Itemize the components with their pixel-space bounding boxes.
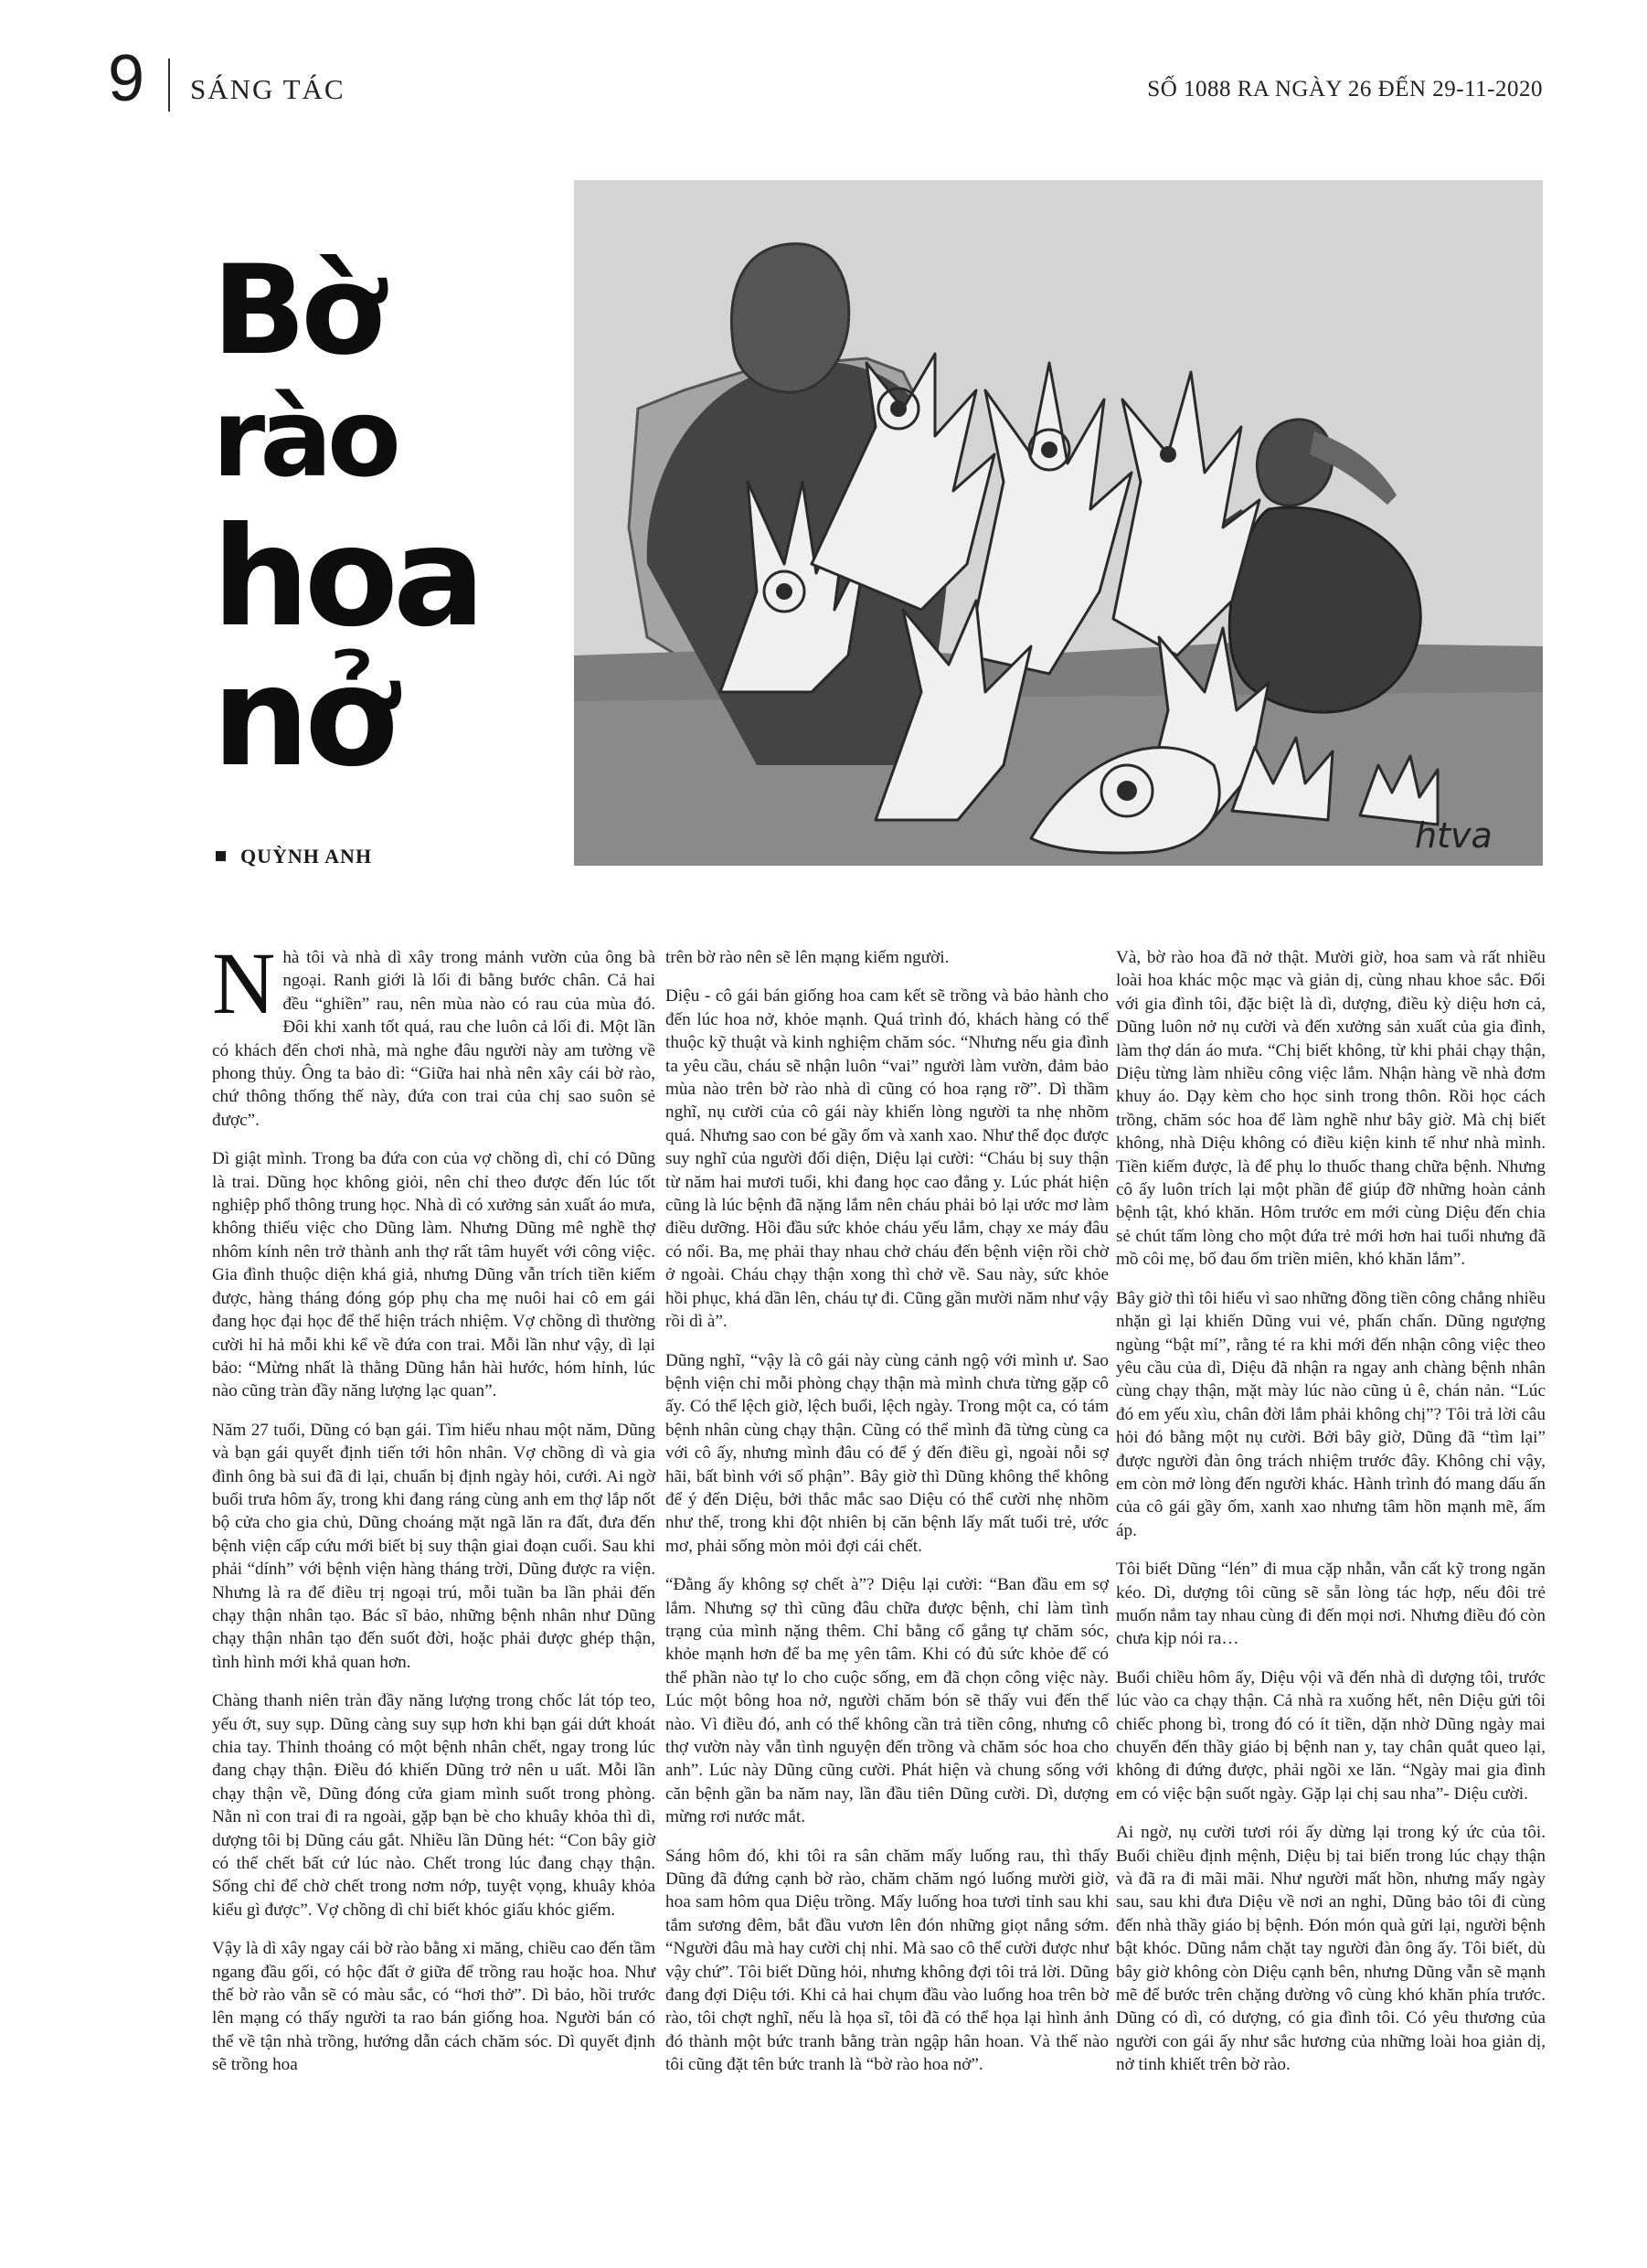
article-column-1 [212, 934, 655, 2092]
paragraph: Vậy là dì xây ngay cái bờ rào bằng xi măng, chiều cao đến tầm ngang đầu gối, có hộc đất ở giữa để trồng rau hoặc hoa. Như thế bờ rào vẫn sẽ có màu sắc, có “hơi thở”. Dì bảo, hồi trước lên mạng có thấy người ta rao bán giống hoa. Người bán có thể về tận nhà trồng, hướng dẫn cách chăm sóc. Dì quyết định sẽ trồng hoa [212, 1939, 655, 2075]
paragraph: Bây giờ thì tôi hiểu vì sao những đồng tiền công chẳng nhiều nhặn gì lại khiến Dũng vui vẻ, phấn chấn. Dũng ngượng ngùng “bật mí”, rằng té ra khi mới đến nhận công việc theo yêu cầu của dì, Diệu đã nhận ra ngay anh chàng bệnh nhân cùng chạy thận, mặt mày lúc nào cũng ủ ê, chán nản. “Lúc đó em yếu xìu, chân đời lắm phải không chị”? Tôi trả lời câu hỏi đó bằng một nụ cười. Bởi bây giờ, Dũng đã “tìm lại” được người đàn ông trách nhiệm trước đây. Không chỉ vậy, em còn mở lòng đến người khác. Hành trình đó mang dấu ấn của cô gái gầy ốm, xanh xao nhưng tâm hồn mạnh mẽ, ấm áp. [1116, 1288, 1546, 1540]
article-illustration [574, 180, 1543, 866]
illustration-signature: htva [1415, 815, 1493, 856]
paragraph: trên bờ rào nên sẽ lên mạng kiếm người. [665, 948, 950, 967]
paragraph: Buổi chiều hôm ấy, Diệu vội vã đến nhà dì dượng tôi, trước lúc vào ca chạy thận. Cả nhà ra xuống hết, nên Diệu gửi tôi chiếc phong bì, trong đó có ít tiền, dặn nhờ Dũng ngày mai chuyển đến thầy giáo bị bệnh nan y, tay chân quắt queo lại, không đi đứng được, phải ngồi xe lăn. “Ngày mai gia đình em có việc bận suốt ngày. Gặp lại chị sau nha”- Diệu cười. [1116, 1667, 1546, 1804]
paragraph: Tôi biết Dũng “lén” đi mua cặp nhẫn, vẫn cất kỹ trong ngăn kéo. Dì, dượng tôi cũng sẽ sẵn lòng tác hợp, nếu đôi trẻ muốn nắm tay nhau cùng đi đến mọi nơi. Nhưng điều đó còn chưa kịp nói ra… [1116, 1560, 1546, 1649]
paragraph: Năm 27 tuổi, Dũng có bạn gái. Tìm hiểu nhau một năm, Dũng và bạn gái quyết định tiến tới hôn nhân. Vợ chồng dì và gia đình ông bà sui đã đi lại, chuẩn bị định ngày hỏi, cưới. Ai ngờ buổi trưa hôm ấy, trong khi đang ráng cùng anh em thợ lắp nốt bộ cửa cho gia chủ, Dũng choáng mặt ngã lăn ra đất, đưa đến bệnh viện cấp cứu mới biết bị suy thận giai đoạn cuối. Sau khi phải “dính” với bệnh viện hàng tháng trời, Dũng được ra viện. Nhưng là ra để điều trị ngoại trú, mỗi tuần ba lần phải đến chạy thận nhân tạo. Bác sĩ bảo, những bệnh nhân như Dũng chạy thận nhân tạo đến suốt đời, hoặc phải được ghép thận, tình hình mới khả quan hơn. [212, 1420, 655, 1672]
paragraph: Sáng hôm đó, khi tôi ra sân chăm mấy luống rau, thì thấy Dũng đã đứng cạnh bờ rào, chăm chăm ngó luống mười giờ, hoa sam hôm qua Diệu trồng. Mấy luống hoa tươi tỉnh sau khi tắm sương đêm, bắt đầu vươn lên đón những giọt nắng sớm. “Người đâu mà hay cười chị nhỉ. Mà sao cô thể cười được như vậy chứ”. Tôi biết Dũng hỏi, nhưng không đợi tôi trả lời. Dũng đang đợi Diệu tới. Khi cả hai chụm đầu vào luống hoa trên bờ rào, tôi chợt nghĩ, nếu là họa sĩ, tôi đã có thể họa lại hình ảnh đó thành một bức tranh bằng tràn ngập hân hoan. Và thế nào tôi cũng đặt tên bức tranh là “bờ rào hoa nở”. [665, 1846, 1109, 2075]
paragraph: Nhà tôi và nhà dì xây trong mảnh vườn của ông bà ngoại. Ranh giới là lối đi bằng bước chân. Cả hai đều “ghiền” rau, nên mùa nào có rau của mùa đó. Đôi khi xanh tốt quá, rau che luôn cả lối đi. Một lần có khách đến chơi nhà, mà nghe đâu người này am tường về phong thủy. Ông ta bảo dì: “Giữa hai nhà nên xây cái bờ rào, chứ thông thống thế này, đứa con trai của chị sao suôn sẻ được”. [212, 934, 655, 1130]
article-column-2 [665, 946, 1109, 2092]
page-number: 9 [108, 42, 145, 115]
author-name: QUỲNH ANH [240, 845, 373, 868]
illustration-art [574, 180, 1543, 866]
title-line-3: hoa [212, 498, 481, 657]
square-bullet-icon [216, 851, 226, 861]
paragraph: Dì giật mình. Trong ba đứa con của vợ chồng dì, chỉ có Dũng là trai. Dũng học không giỏi, nên chỉ theo được đến lúc tốt nghiệp phổ thông trung học. Nhà dì có xưởng sản xuất áo mưa, không thiếu việc cho Dũng làm. Nhưng Dũng mê nghề thợ nhôm kính nên trở thành anh thợ rất tâm huyết với công việc. Gia đình thuộc diện khá giả, nhưng Dũng vẫn trích tiền kiếm được, hàng tháng đóng góp phụ cha mẹ nuôi hai cô em gái đang học đại học để thể hiện trách nhiệm. Vợ chồng dì thường cười hỉ hả mỗi khi kể về đứa con trai. Mỗi lần như vậy, dì lại bảo: “Mừng nhất là thằng Dũng hắn hài hước, hóm hỉnh, lúc nào cũng tràn đầy năng lượng lạc quan”. [212, 1149, 655, 1401]
section-name: SÁNG TÁC [190, 73, 345, 105]
title-line-4: nở [212, 638, 393, 797]
paragraph: “Đằng ấy không sợ chết à”? Diệu lại cười: “Ban đầu em sợ lắm. Nhưng sợ thì cũng đâu chữa được bệnh, chỉ làm tình trạng của mình nặng thêm. Chỉ bằng cố gắng tự chăm sóc, khỏe mạnh hơn để ba mẹ yên tâm. Khi có đủ sức khỏe để có thể phần nào tự lo cho cuộc sống, em đã chọn công việc này. Lúc một bông hoa nở, người chăm bón sẽ thấy vui đến thế nào. Vì điều đó, anh có thể không cần trả tiền công, nhưng cô thợ vườn này vẫn tình nguyện đến trồng và chăm sóc hoa cho anh”. Lúc này Dũng cũng cười. Phát hiện và chung sống với căn bệnh gần ba năm nay, lần đầu tiên Dũng cười. Dì, dượng mừng rơi nước mắt. [665, 1575, 1109, 1827]
dropcap: N [212, 934, 276, 1032]
paragraph: Ai ngờ, nụ cười tươi rói ấy dừng lại trong ký ức của tôi. Buổi chiều định mệnh, Diệu bị tai biến trong lúc chạy thận và đã ra đi mãi mãi. Như người mất hồn, nhưng mấy ngày sau, sau khi đưa Diệu về nơi an nghỉ, Dũng bảo tôi đi cùng đến nhà thầy giáo bị bệnh. Đón món quà gửi lại, người bệnh bật khóc. Dũng nắm chặt tay người đàn ông ấy. Tôi biết, dù bây giờ không còn Diệu cạnh bên, nhưng Dũng vẫn sẽ mạnh mẽ để bước trên chặng đường vô cùng khó khăn phía trước. Dũng có dì, có dượng, có gia đình tôi. Có yêu thương của người con gái ấy như sắc hương của những loài hoa giản dị, nở tinh khiết trên bờ rào. [1116, 1823, 1546, 2075]
author-byline [216, 845, 372, 868]
article-column-3 [1116, 946, 1546, 2092]
paragraph: Diệu - cô gái bán giống hoa cam kết sẽ trồng và bảo hành cho đến lúc hoa nở, khỏe mạnh. Quá trình đó, khách hàng có thể thuộc kỹ thuật và kinh nghiệm chăm sóc. “Nhưng nếu gia đình ta yêu cầu, cháu sẽ nhận luôn “vai” người làm vườn, đảm bảo mùa nào trên bờ rào nhà dì cũng có hoa rạng rỡ”. Dì thầm nghĩ, nụ cười của cô gái này khiến lòng người ta nhẹ nhõm quá. Nhưng sao con bé gầy ốm và xanh xao. Như thể đọc được suy nghĩ của người đối diện, Diệu lại cười: “Cháu bị suy thận từ năm hai mươi tuổi, khi đang học cao đẳng y. Lúc phát hiện cũng là lúc bệnh đã nặng lắm nên cháu phải bỏ lại ước mơ làm điều dưỡng. Hồi đầu sức khỏe cháu yếu lắm, chạy xe máy đâu có nổi. Ba, mẹ phải thay nhau chở cháu đến bệnh viện rồi chờ ở ngoài. Cháu chạy thận xong thì chở về. Sau này, sức khỏe hồi phục, khá dần lên, cháu tự đi. Cũng gần mười năm như vậy rồi dì à”. [665, 986, 1109, 1332]
paragraph: Dũng nghĩ, “vậy là cô gái này cùng cảnh ngộ với mình ư. Sao bệnh viện chỉ mỗi phòng chạy thận mà mình chưa từng gặp cô ấy. Có thể lệch giờ, lệch buổi, lệch ngày. Trong một ca, có tám bệnh nhân cùng chạy thận. Cũng có thể mình đã từng cùng ca với cô ấy, nhưng mình đâu có để ý đến điều gì, ngoài nỗi sợ hãi, bất bình với số phận”. Bây giờ thì Dũng không thể không để ý đến Diệu, bởi thắc mắc sao Diệu có thể cười nhẹ nhõm như thế, trong khi đột nhiên bị căn bệnh lấy mất tuổi trẻ, ước mơ, phải sống mòn mỏi đợi cái chết. [665, 1350, 1109, 1556]
page-header [108, 42, 1543, 117]
paragraph: Chàng thanh niên tràn đầy năng lượng trong chốc lát tóp teo, yếu ớt, suy sụp. Dũng càng suy sụp hơn khi bạn gái dứt khoát chia tay. Thỉnh thoảng có một bệnh nhân chết, ngay trong lúc đang chạy thận. Điều đó khiến Dũng trở nên u uất. Mỗi lần chạy thận về, Dũng đóng cửa giam mình suốt trong phòng. Nằn nì con trai đi ra ngoài, gặp bạn bè cho khuây khỏa thì dì, dượng tôi bị Dũng cáu gắt. Nhiều lần Dũng hét: “Con bây giờ có thể chết bất cứ lúc nào. Chết trong lúc đang chạy thận. Sống chỉ để chờ chết trong nơm nớp, tuyệt vọng, khuây khỏa kiểu gì được”. Vợ chồng dì chỉ biết khóc giấu khóc giếm. [212, 1691, 655, 1920]
issue-date: SỐ 1088 RA NGÀY 26 ĐẾN 29-11-2020 [1147, 77, 1543, 101]
title-line-1: Bờ [212, 239, 380, 382]
title-line-2: rào [212, 375, 396, 501]
header-divider [168, 59, 170, 112]
paragraph: Và, bờ rào hoa đã nở thật. Mười giờ, hoa sam và rất nhiều loài hoa khác mộc mạc và giản dị, cùng nhau khoe sắc. Đối với gia đình tôi, đặc biệt là dì, dượng, điều kỳ diệu hơn cả, Dũng luôn nở nụ cười và đến xưởng sản xuất của gia đình, làm thợ dán áo mưa. “Chị biết không, từ khi phải chạy thận, Diệu từng làm nhiều công việc lắm. Nhận hàng về nhà đơm khuy áo. Dạy kèm cho học sinh trong thôn. Rồi học cách trồng, chăm sóc hoa để làm nghề như bây giờ. Mà chị biết không, nhà Diệu không có điều kiện kinh tế như nhà mình. Tiền kiếm được, là để phụ lo thuốc thang chữa bệnh. Nhưng cô ấy luôn trích lại một phần để giúp đỡ những hoàn cảnh bệnh tật, khó khăn. Hôm trước em mới cùng Diệu đến chia sẻ chút tấm lòng cho một đứa trẻ mới hơn hai tuổi nhưng đã mồ côi mẹ, bố đau ốm triền miên, khó khăn lắm”. [1116, 948, 1546, 1270]
